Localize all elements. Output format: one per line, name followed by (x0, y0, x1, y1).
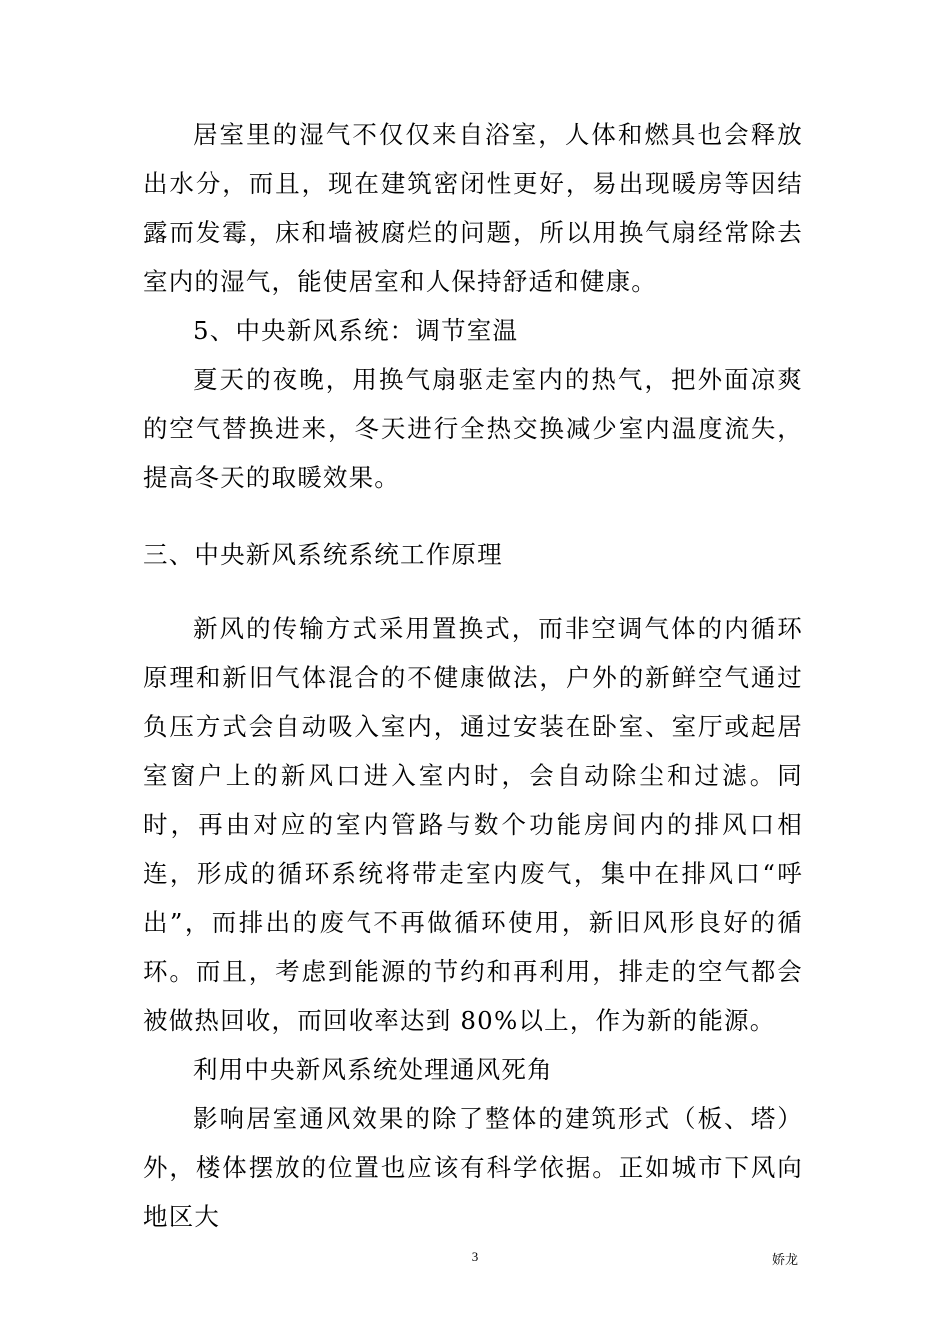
section-heading: 三、中央新风系统系统工作原理 (143, 540, 503, 569)
paragraph-principle: 新风的传输方式采用置换式，而非空调气体的内循环原理和新旧气体混合的不健康做法，户外的新鲜空气通过负压方式会自动吸入室内，通过安装在卧室、室厅或起居室窗户上的新风口进入室内时，会自动除尘和过滤。同时，再由对应的室内管路与数个功能房间内的排风口相连，形成的循环系统将带走室内废气，集中在排风口“呼出”，而排出的废气不再做循环使用，新旧风形良好的循环。而且，考虑到能源的节约和再利用，排走的空气都会被做热回收，而回收率达到 80%以上，作为新的能源。 (143, 614, 803, 1035)
paragraph-humidity: 居室里的湿气不仅仅来自浴室，人体和燃具也会释放出水分，而且，现在建筑密闭性更好，易出现暖房等因结露而发霉，床和墙被腐烂的问题，所以用换气扇经常除去室内的湿气，能使居室和人保持舒适和健康。 (143, 120, 803, 296)
page-number: 3 (471, 1249, 479, 1264)
footer-author: 娇龙 (772, 1253, 799, 1268)
paragraph-heading-temperature: 5、中央新风系统：调节室温 (193, 316, 519, 345)
paragraph-subheading-dead-corner: 利用中央新风系统处理通风死角 (193, 1055, 553, 1084)
paragraph-ventilation-effect: 影响居室通风效果的除了整体的建筑形式（板、塔）外，楼体摆放的位置也应该有科学依据。正如城市下风向地区大 (143, 1104, 803, 1231)
paragraph-summer-cooling: 夏天的夜晚，用换气扇驱走室内的热气，把外面凉爽的空气替换进来，冬天进行全热交换减少室内温度流失，提高冬天的取暖效果。 (143, 365, 803, 492)
